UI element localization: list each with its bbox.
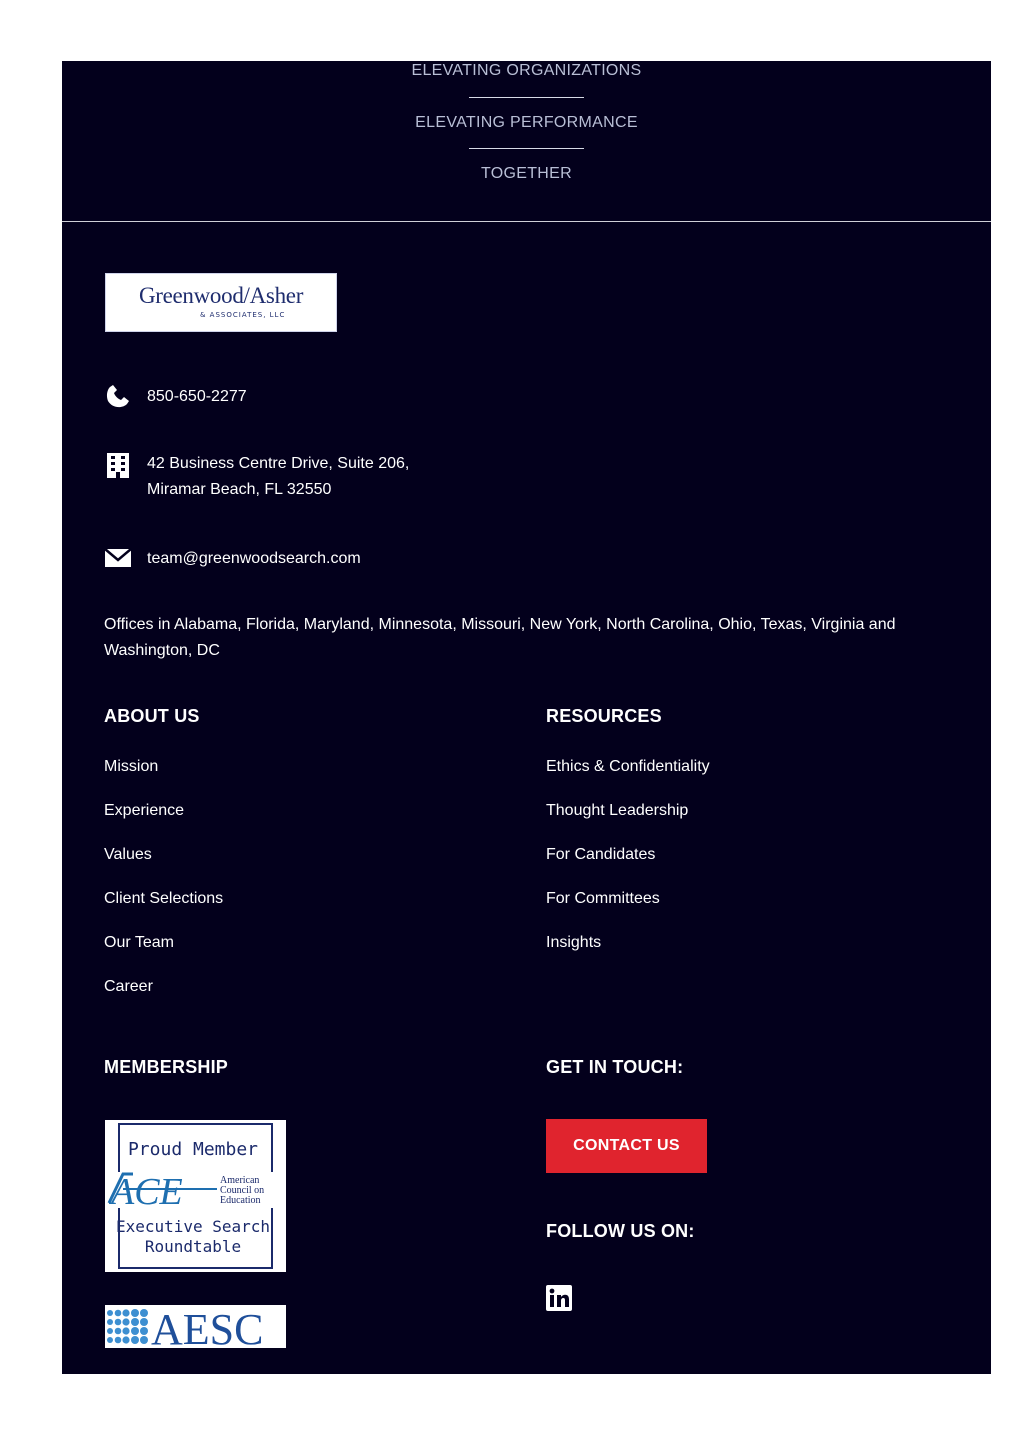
ace-badge-bottom-1: Executive Search [115,1217,271,1236]
logo-subtitle: & ASSOCIATES, LLC [200,311,286,319]
aesc-membership-logo[interactable] [105,1305,286,1348]
company-logo[interactable] [105,273,337,332]
membership-heading: MEMBERSHIP [104,1057,229,1077]
address [147,451,409,503]
phone-icon [104,382,132,410]
ace-badge-top: Proud Member [127,1139,259,1160]
phone-number[interactable]: 850-650-2277 [147,388,247,405]
about-link-client-selections[interactable]: Client Selections [104,890,224,907]
resources-link-candidates[interactable]: For Candidates [546,846,656,863]
about-link-experience[interactable]: Experience [104,802,185,819]
tagline-divider [469,148,584,149]
aesc-wordmark: AESC [151,1305,264,1348]
ace-acronym: ACE [111,1171,183,1213]
get-in-touch-heading: GET IN TOUCH: [546,1057,684,1077]
offices-text: Offices in Alabama, Florida, Maryland, Minnesota, Missouri, New York, North Carolina, Ohio, Texas, Virginia and Washington, DC [104,616,896,659]
tagline-divider [469,97,584,98]
resources-link-ethics[interactable]: Ethics & Confidentiality [546,758,710,775]
ace-org-line-2: Council on [220,1185,265,1196]
resources-link-thought-leadership[interactable]: Thought Leadership [546,802,689,819]
envelope-icon [104,544,132,572]
tagline-line-1: ELEVATING ORGANIZATIONS [411,62,642,79]
tagline-line-2: ELEVATING PERFORMANCE [415,114,638,131]
resources-link-committees[interactable]: For Committees [546,890,660,907]
follow-us-heading: FOLLOW US ON: [546,1221,695,1241]
about-us-heading: ABOUT US [104,706,200,726]
contact-us-button[interactable]: CONTACT US [546,1119,707,1173]
email-link[interactable]: team@greenwoodsearch.com [147,550,361,567]
address-line-1: 42 Business Centre Drive, Suite 206, [147,455,410,472]
ace-org-line-1: American [220,1175,260,1186]
about-link-values[interactable]: Values [104,846,152,863]
address-line-2: Miramar Beach, FL 32550 [147,481,332,498]
tagline-line-3: TOGETHER [480,165,572,182]
building-icon [104,451,132,479]
tagline-section [62,61,991,222]
resources-heading: RESOURCES [546,706,662,726]
about-link-mission[interactable]: Mission [104,758,159,775]
about-link-our-team[interactable]: Our Team [104,934,174,951]
linkedin-icon[interactable] [546,1285,572,1311]
ace-org-line-3: Education [220,1195,261,1206]
footer-panel [62,61,991,1374]
ace-badge-bottom-2: Roundtable [144,1237,242,1256]
logo-wordmark: Greenwood/Asher [138,283,304,308]
resources-link-insights[interactable]: Insights [546,934,602,951]
ace-membership-badge[interactable] [105,1120,286,1272]
about-link-career[interactable]: Career [104,978,153,995]
